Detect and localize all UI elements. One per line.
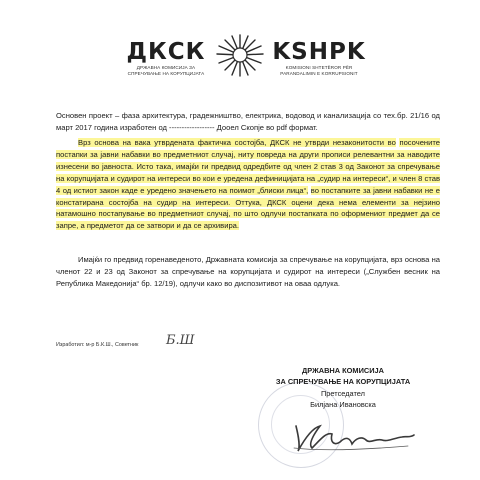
decision-basis-text: Имајќи го предвид горенаведеното, Државната комисија за спречување на корупцијата, врз основа на членот 22 и 23 од Законот за спречување на корупцијата и судирот на интереси („Службен весник на Република Македонија“ бр. 12/19), одлучи како во диспозитивот на оваа одлука. xyxy=(56,255,440,288)
letterhead xyxy=(0,30,480,90)
handwritten-signature-icon xyxy=(290,418,420,454)
kshpk-logo xyxy=(266,40,372,77)
highlight-finding-1: Врз основа на вака утврдената фактичка состојба, ДКСК не утврди незаконитости во xyxy=(78,138,396,147)
prepared-by-line: Изработил: м-р Б.К.Ш., Советник xyxy=(56,342,139,348)
kshpk-subtitle-line-2: PARANDALIMIN E KORRUPSIONIT xyxy=(280,71,358,77)
paragraph-decision-basis xyxy=(56,254,440,290)
dksk-subtitle-line-2: СПРЕЧУВАЊЕ НА КОРУПЦИЈАТА xyxy=(127,71,205,77)
sunburst-emblem-icon xyxy=(212,32,268,78)
kshpk-subtitle-line-1: KOMISIONI SHTETËROR PËR xyxy=(285,65,353,70)
signatory-role: Претседател xyxy=(321,388,365,398)
kshpk-logo-text: KSHPK xyxy=(272,39,366,65)
commission-name-line-1: ДРЖАВНА КОМИСИЈА xyxy=(301,366,384,375)
highlight-finding-3: во постапките за јавни набавки не е констатирана состојба на судир на интереси. Оттука, ДКСК оцени дека нема елементи за нејзино натамошно постапување во предметниот случај, по што одлучи постапката по оформениот предмет да се запре, а предметот да се затвори и да се архивира. xyxy=(56,185,440,231)
dksk-subtitle-line-1: ДРЖАВНА КОМИСИЈА ЗА xyxy=(136,65,196,70)
paragraph-project-reference: Основен проект – фаза архитектура, градежништво, електрика, водовод и канализација со тех.бр. 21/16 од март 2017 година изработен од ------------------ Дооел Скопје во pdf формат. xyxy=(56,111,440,132)
dksk-logo-text: ДКСК xyxy=(126,39,206,65)
signatory-name: Билјана Ивановска xyxy=(310,400,376,410)
signature-block xyxy=(258,365,428,411)
dksk-logo xyxy=(116,40,216,77)
handwritten-initials: Б.Ш xyxy=(166,333,195,348)
commission-name-line-2: ЗА СПРЕЧУВАЊЕ НА КОРУПЦИЈАТА xyxy=(275,377,411,387)
paragraph-findings xyxy=(56,137,440,232)
highlight-finding-2: посочените постапки за јавни набавки во предметниот случај, ниту повреда на други прописи релевантни за наводите изнесени во јавноста. Исто така, имајќи ги предвид одредбите од член 2 став 3 од Законот за спречување на корупцијата и судирот на интереси во кои е уредена дефиницијата на „судир на интереси“, и член 8 став 4 од истиот закон каде е уредено значењето на поимот „блиски лица“, xyxy=(56,138,440,195)
